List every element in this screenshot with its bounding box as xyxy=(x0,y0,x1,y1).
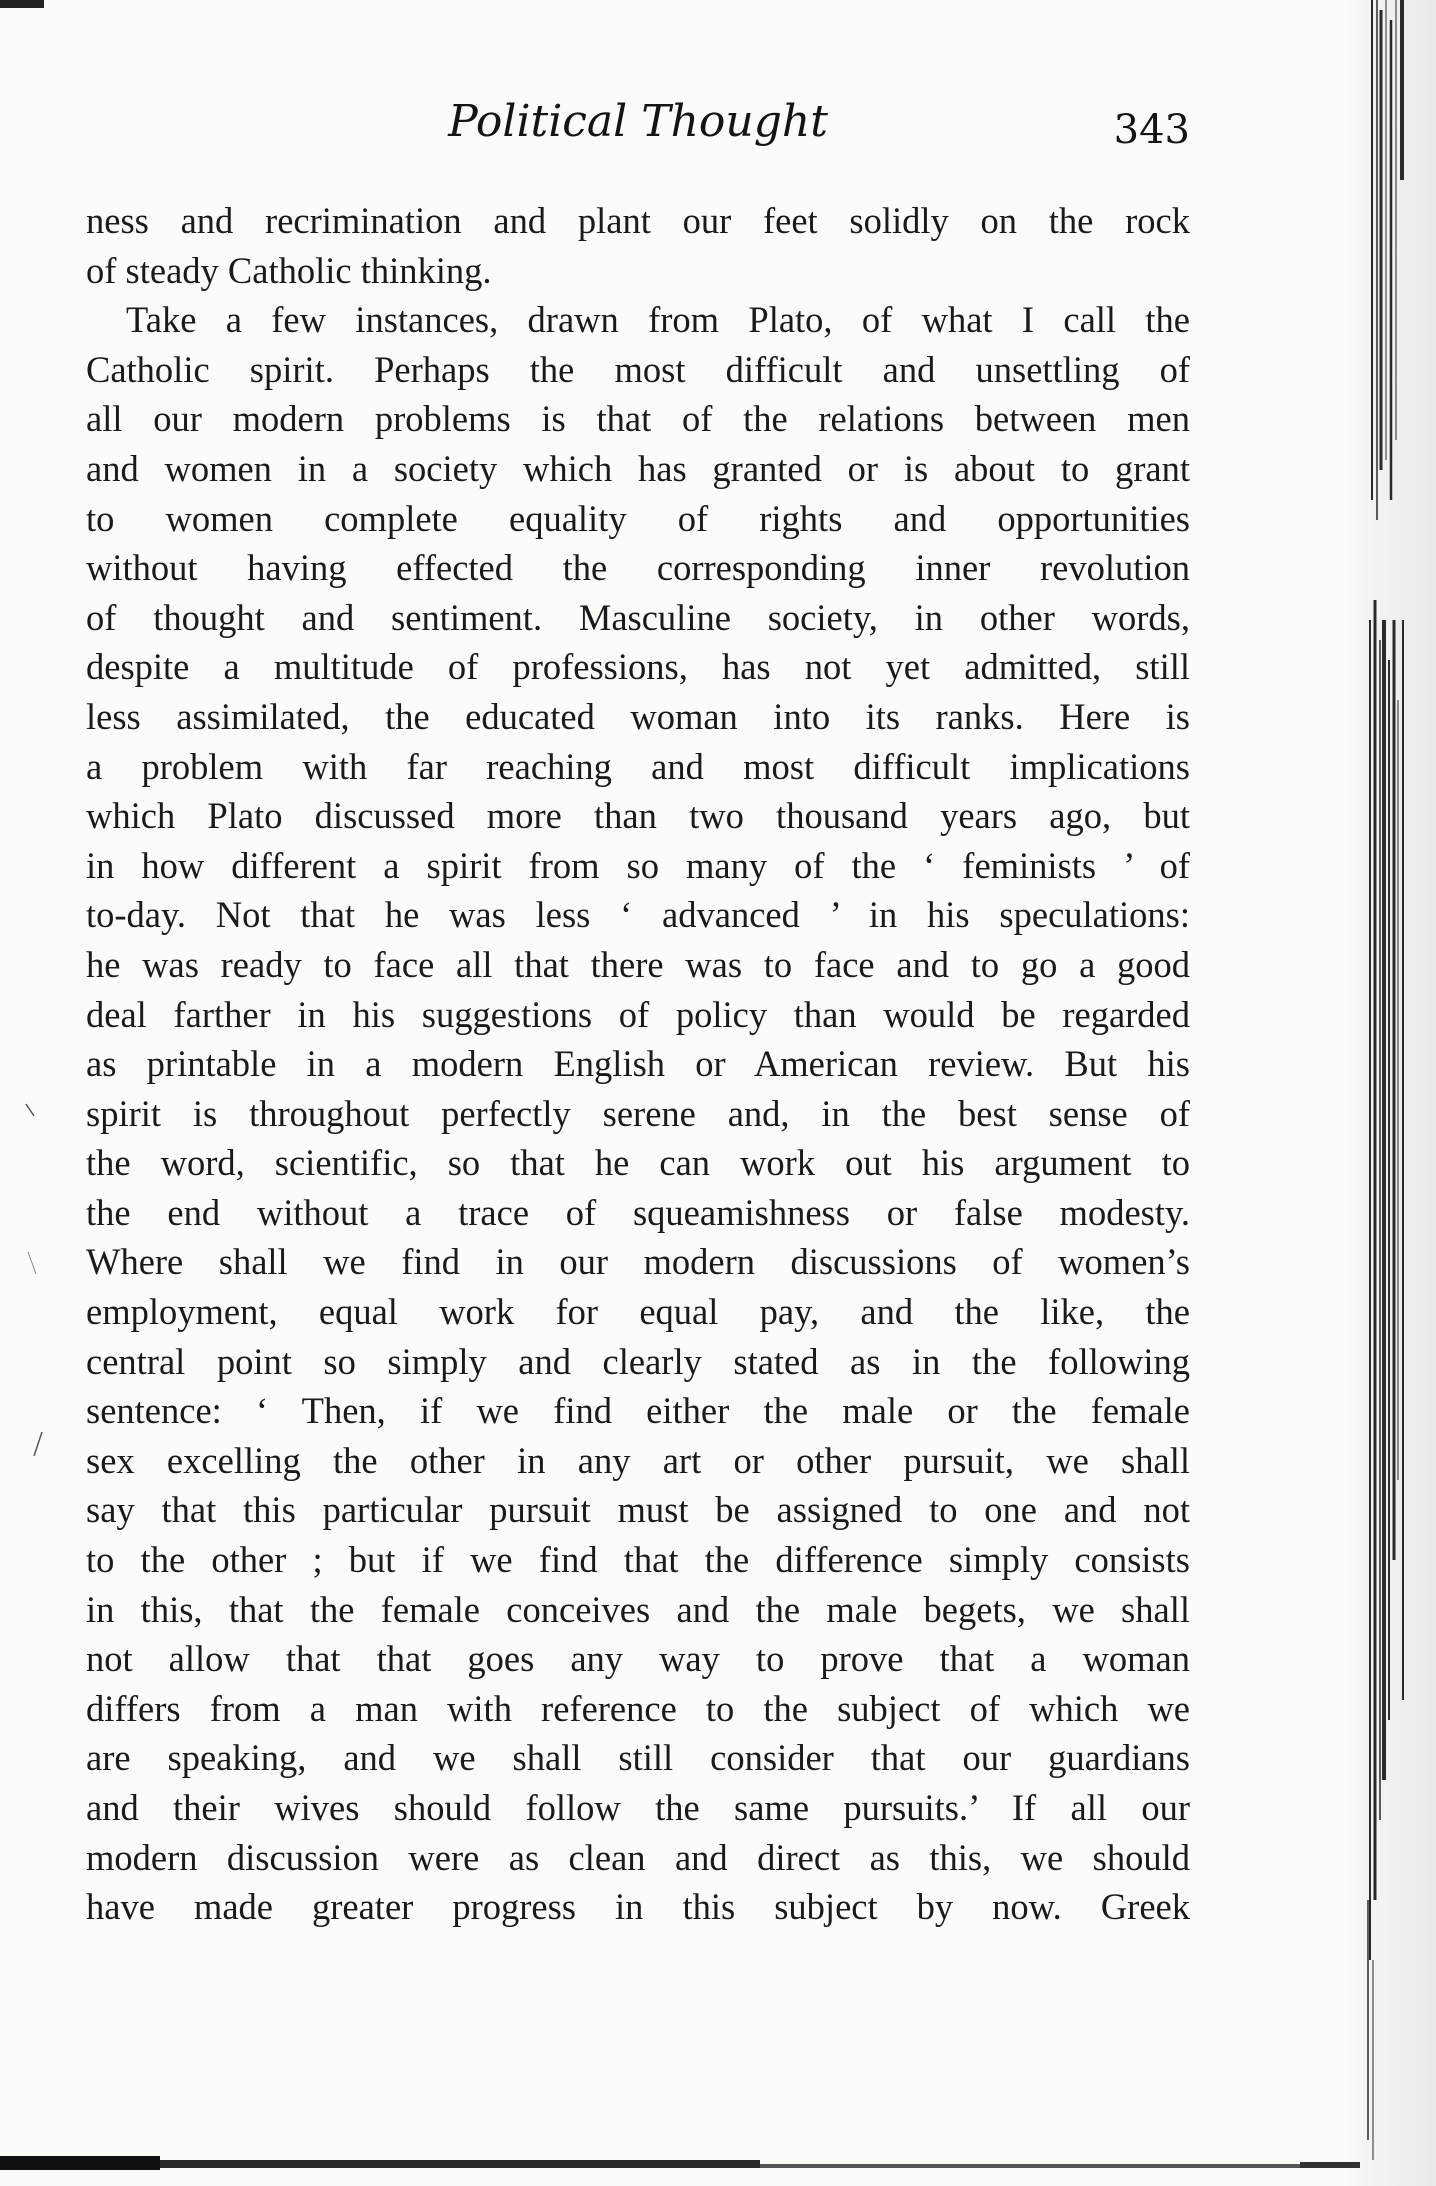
text-line: the end without a trace of squeamishness or false modesty. xyxy=(86,1191,1190,1233)
binding-edge-marks xyxy=(1350,0,1436,2186)
text-line: ness and recrimination and plant our feet solidly on the rock xyxy=(86,200,1190,241)
text-line: as printable in a modern English or American review. But his xyxy=(86,1043,1190,1085)
margin-mark xyxy=(20,1100,50,1130)
text-line: Catholic spirit. Perhaps the most difficult and unsettling of xyxy=(86,348,1190,390)
scan-bottom-edge xyxy=(0,2138,1436,2186)
text-line: have made greater progress in this subject by now. Greek xyxy=(86,1886,1190,1928)
text-line: to-day. Not that he was less ‘ advanced ’ in his speculations: xyxy=(86,894,1190,936)
text-line: all our modern problems is that of the relations between men xyxy=(86,398,1190,440)
margin-mark xyxy=(20,1250,50,1280)
text-line: the word, scientific, so that he can work out his argument to xyxy=(86,1142,1190,1184)
text-line: in this, that the female conceives and the male begets, we shall xyxy=(86,1588,1190,1630)
text-line: of thought and sentiment. Masculine society, in other words, xyxy=(86,596,1190,638)
text-line: not allow that that goes any way to prove that a woman xyxy=(86,1638,1190,1680)
text-line: Take a few instances, drawn from Plato, of what I call the xyxy=(126,299,1190,341)
text-line: sentence: ‘ Then, if we find either the male or the female xyxy=(86,1390,1190,1432)
text-line: to the other ; but if we find that the difference simply consists xyxy=(86,1539,1190,1581)
text-line: central point so simply and clearly stated as in the following xyxy=(86,1340,1190,1382)
margin-mark xyxy=(20,1430,50,1460)
text-line: without having effected the corresponding inner revolution xyxy=(86,547,1190,589)
text-line: and their wives should follow the same pursuits.’ If all our xyxy=(86,1787,1190,1828)
text-line: which Plato discussed more than two thousand years ago, but xyxy=(86,795,1190,837)
text-line: differs from a man with reference to the subject of which we xyxy=(86,1687,1190,1729)
text-line: to women complete equality of rights and opportunities xyxy=(86,497,1190,539)
text-line: a problem with far reaching and most difficult implications xyxy=(86,745,1190,787)
body-text xyxy=(86,196,1190,1932)
text-line: in how different a spirit from so many of the ‘ feminists ’ of xyxy=(86,844,1190,886)
text-line: are speaking, and we shall still consider that our guardians xyxy=(86,1737,1190,1779)
text-line: Where shall we find in our modern discussions of women’s xyxy=(86,1241,1190,1283)
running-header xyxy=(86,96,1190,172)
corner-scan-mark xyxy=(0,0,44,8)
text-line: say that this particular pursuit must be assigned to one and not xyxy=(86,1489,1190,1531)
text-line: modern discussion were as clean and direct as this, we should xyxy=(86,1836,1190,1878)
text-line: employment, equal work for equal pay, and the like, the xyxy=(86,1291,1190,1333)
page-number: 343 xyxy=(1113,107,1190,153)
text-line: he was ready to face all that there was to face and to go a good xyxy=(86,943,1190,985)
text-line: deal farther in his suggestions of policy than would be regarded xyxy=(86,993,1190,1035)
text-line: spirit is throughout perfectly serene and, in the best sense of xyxy=(86,1092,1190,1134)
text-line: sex excelling the other in any art or other pursuit, we shall xyxy=(86,1439,1190,1481)
text-line: despite a multitude of professions, has not yet admitted, still xyxy=(86,646,1190,688)
text-line: and women in a society which has granted or is about to grant xyxy=(86,447,1190,489)
running-title: Political Thought xyxy=(448,96,828,147)
text-line: of steady Catholic thinking. xyxy=(86,249,492,291)
text-line: less assimilated, the educated woman into its ranks. Here is xyxy=(86,695,1190,737)
